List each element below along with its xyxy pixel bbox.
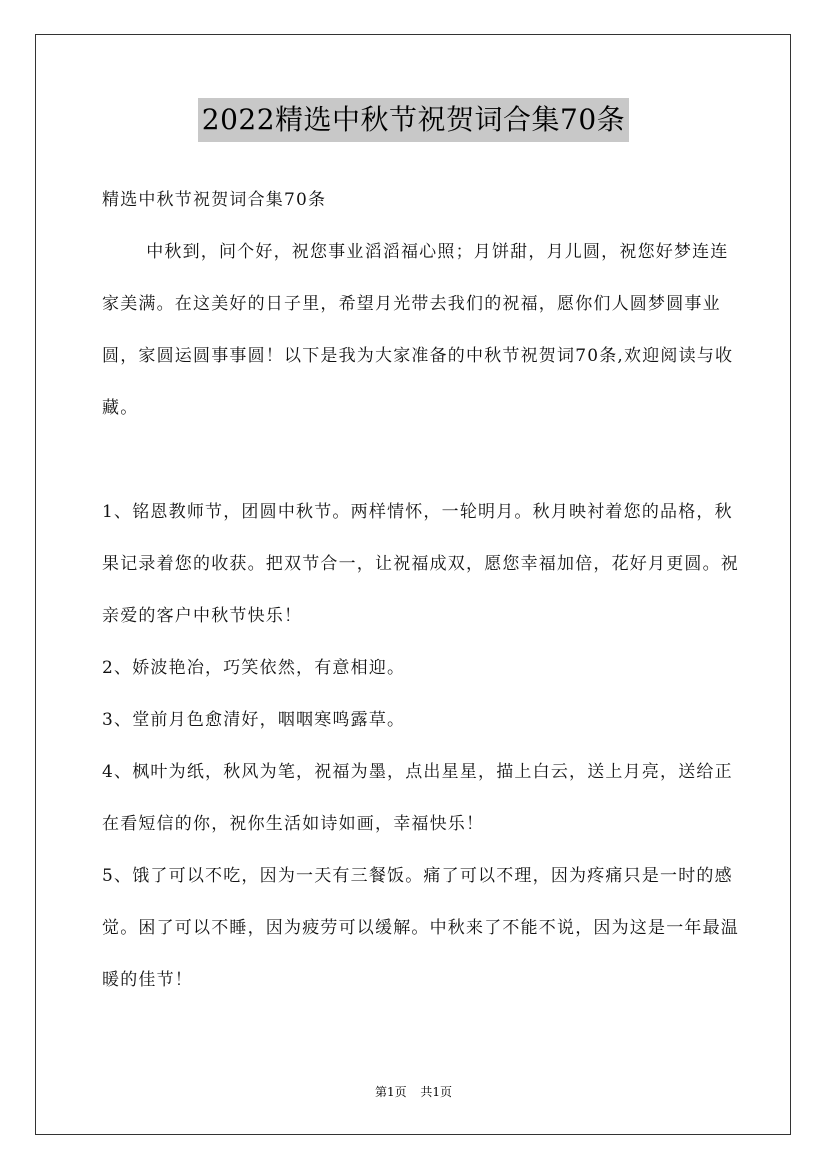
list-item-3: 3、堂前月色愈清好，咽咽寒鸣露草。: [102, 710, 406, 730]
list-item-4: 4、枫叶为纸，秋风为笔，祝福为墨，点出星星，描上白云，送上月亮，送给正在看短信的你，祝你生活如诗如画，幸福快乐！: [102, 762, 733, 834]
document-subtitle: 精选中秋节祝贺词合集70条: [102, 190, 327, 210]
title-container: [0, 98, 827, 142]
page-number: 第1页: [374, 1085, 407, 1099]
list-item-5: 5、饿了可以不吃，因为一天有三餐饭。痛了可以不理，因为疼痛只是一时的感觉。困了可以不睡，因为疲劳可以缓解。中秋来了不能不说，因为这是一年最温暖的佳节！: [102, 866, 739, 990]
page-footer: [0, 1083, 827, 1100]
document-body: [102, 174, 742, 1006]
intro-paragraph: 中秋到，问个好，祝您事业滔滔福心照；月饼甜，月儿圆，祝您好梦连连家美满。在这美好的日子里，希望月光带去我们的祝福，愿你们人圆梦圆事业圆，家圆运圆事事圆！以下是我为大家准备的中秋节祝贺词70条,欢迎阅读与收藏。: [102, 242, 734, 418]
document-title: 2022精选中秋节祝贺词合集70条: [198, 98, 629, 142]
list-item-2: 2、娇波艳冶，巧笑依然，有意相迎。: [102, 658, 406, 678]
list-item-1: 1、铭恩教师节，团圆中秋节。两样情怀，一轮明月。秋月映衬着您的品格，秋果记录着您的收获。把双节合一，让祝福成双，愿您幸福加倍，花好月更圆。祝亲爱的客户中秋节快乐！: [102, 502, 739, 626]
paragraph-gap: [102, 434, 742, 486]
page-total: 共1页: [420, 1085, 453, 1099]
